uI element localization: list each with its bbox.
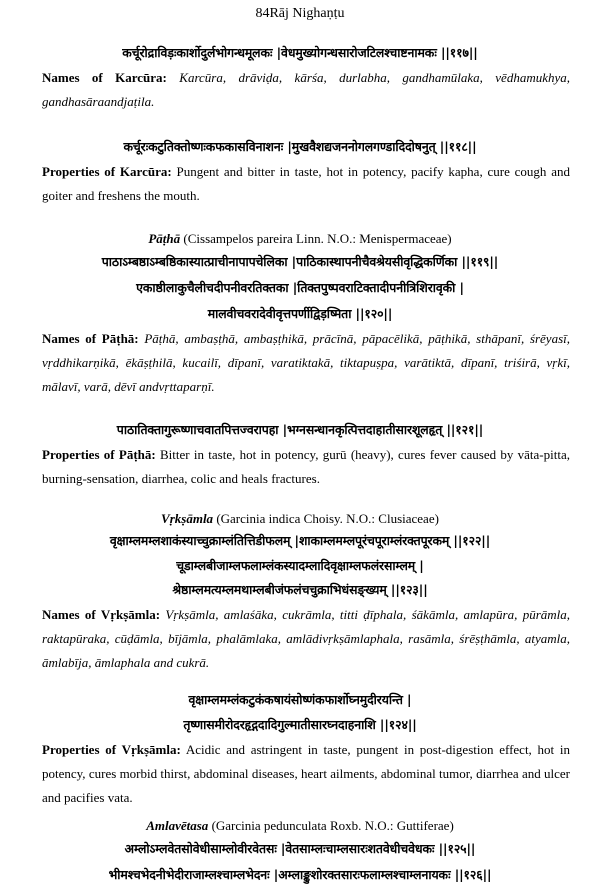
vrksamla-heading-name: Vṛkṣāmla xyxy=(161,511,214,526)
verse-125: अम्लोऽम्लवेतसोवेधीसाम्लोवीरवेतसः |वेतसाम्लःचाम्लसारःशतवेधीचवेधकः ||१२५|| xyxy=(124,841,476,856)
patha-heading xyxy=(0,231,600,247)
props-patha-text: Bitter in taste, hot in potency, gurū (heavy), cures fever caused by vāta-pitta, burning-sensation, diarrhea, colic and heals fractures. xyxy=(42,447,570,486)
patha-heading-rest: (Cissampelos pareira Linn. N.O.: Menispermaceae) xyxy=(180,231,452,246)
vrksamla-heading-rest: (Garcinia indica Choisy. N.O.: Clusiaceae) xyxy=(213,511,439,526)
verse-121: पाठातिक्तागुरूष्णाचवातपित्तज्वरापहा |भग्नसन्धानकृत्पित्तदाहातीसारशूलहृत् ||१२१|| xyxy=(116,422,484,437)
props-patha-label: Properties of Pāṭhā: xyxy=(42,447,156,462)
names-karcura-paragraph xyxy=(42,66,570,114)
vrksamla-heading xyxy=(0,511,600,527)
amlavetasa-heading-rest: (Garcinia pedunculata Roxb. N.O.: Guttiferae) xyxy=(208,818,454,833)
verse-124: तृष्णासमीरोदरहृद्गदादिगुल्मातीसारघ्नदाहनाशि ||१२४|| xyxy=(183,717,417,732)
verse-123: श्रेष्ठाम्लमत्यम्लमथाम्लबीजंफलंचचुक्राभिधंसङ्ख्यम् ||१२३|| xyxy=(172,582,428,597)
names-patha-label: Names of Pāṭhā: xyxy=(42,331,139,346)
verse-118: कर्चूरःकटुतिक्तोष्णःकफकासविनाशनः |मुखवैशद्यजननोगलगण्डादिदोषनुत् ||११८|| xyxy=(123,139,477,154)
patha-heading-name: Pāṭhā xyxy=(148,231,181,246)
props-karcura-paragraph xyxy=(42,160,570,208)
props-vrksamla-label: Properties of Vṛkṣāmla: xyxy=(42,742,181,757)
names-patha-paragraph xyxy=(42,327,570,399)
verse-124a: वृक्षाम्लमम्लंकटुकंकषायंसोष्णंकफार्शोघ्नमुदीरयन्ति | xyxy=(188,692,412,707)
verse-122: वृक्षाम्लमम्लशाकंस्याच्चुक्राम्लंतित्तिडीफलम् |शाकाम्लमम्लपूरंचपूराम्लंरक्तपूरकम् ||१२२|| xyxy=(109,533,491,548)
verse-117: कर्चूरोद्राविड़ःकार्शोदुर्लभोगन्धमूलकः |वेधमुख्योगन्धसारोजटिलश्चाष्टनामकः ||११७|| xyxy=(122,45,478,60)
verse-120: मालवीचवरादेवीवृत्तपर्णीद्विड़ष्मिता ||१२०|| xyxy=(207,306,393,321)
amlavetasa-heading xyxy=(0,818,600,834)
verse-122b: चूडाम्लबीजाम्लफलाम्लंकस्यादम्लादिवृक्षाम्लफलंरसाम्लम् | xyxy=(176,558,424,573)
props-karcura-label: Properties of Karcūra: xyxy=(42,164,172,179)
amlavetasa-heading-name: Amlavētasa xyxy=(146,818,209,833)
names-vrksamla-label: Names of Vṛkṣāmla: xyxy=(42,607,161,622)
names-vrksamla-paragraph xyxy=(42,603,570,675)
names-vrksamla-text: Vṛkṣāmla, amlaśāka, cukrāmla, titti ḍīphala, śākāmla, amlapūra, pūrāmla, raktapūraka, cūḍāmla, bījāmla, phalāmlaka, amlādivṛkṣāmlaphala, rasāmla, śrēṣṭhāmla, atyamla, āmlabīja, āmlaphala and cukrā. xyxy=(42,607,570,670)
verse-119: पाठाऽम्बष्ठाऽम्बष्ठिकास्यात्प्राचीनापापचेलिका |पाठिकास्थापनीचैवश्रेयसीवृद्धिकर्णिका ||११९|| xyxy=(101,254,499,269)
props-patha-paragraph xyxy=(42,443,570,491)
props-karcura-text: Pungent and bitter in taste, hot in potency, pacify kapha, cure cough and goiter and freshens the mouth. xyxy=(42,164,570,203)
props-vrksamla-paragraph xyxy=(42,738,570,810)
names-karcura-text: Karcūra, drāviḍa, kārśa, durlabha, gandhamūlaka, vēdhamukhya, gandhasāraandjaṭila. xyxy=(42,70,570,109)
verse-126: भीमश्चभेदनीभेदीराजाम्लश्चाम्लभेदनः |अम्लाङ्कुशोरक्तसारःफलाम्लश्चाम्लनायकः ||१२६|| xyxy=(108,867,492,882)
props-vrksamla-text: Acidic and astringent in taste, pungent in post-digestion effect, hot in potency, cures morbid thirst, abdominal diseases, heart ailments, abdominal tumor, diarrhea and ulcer and pacifies vata. xyxy=(42,742,570,805)
names-patha-text: Pāṭhā, ambaṣṭhā, ambaṣṭhikā, prācīnā, pāpacēlikā, pāṭhikā, sthāpanī, śrēyasī, vṛddhikarṇikā, ēkāṣṭhilā, kucailī, dīpanī, varatiktakā, tiktapuṣpa, varātiktā, dīpanī, triśirā, vṛkī, mālavī, varā, dēvī andvṛttaparṇī. xyxy=(42,331,570,394)
names-karcura-label: Names of Karcūra: xyxy=(42,70,167,85)
verse-119b: एकाष्ठीलाकुचैलीचदीपनीवरतिक्तका |तिक्तपुष्पवराटिक्तादीपनीत्रिशिरावृकी | xyxy=(136,280,464,295)
page-header: 84Rāj Nighaṇṭu xyxy=(255,6,345,21)
